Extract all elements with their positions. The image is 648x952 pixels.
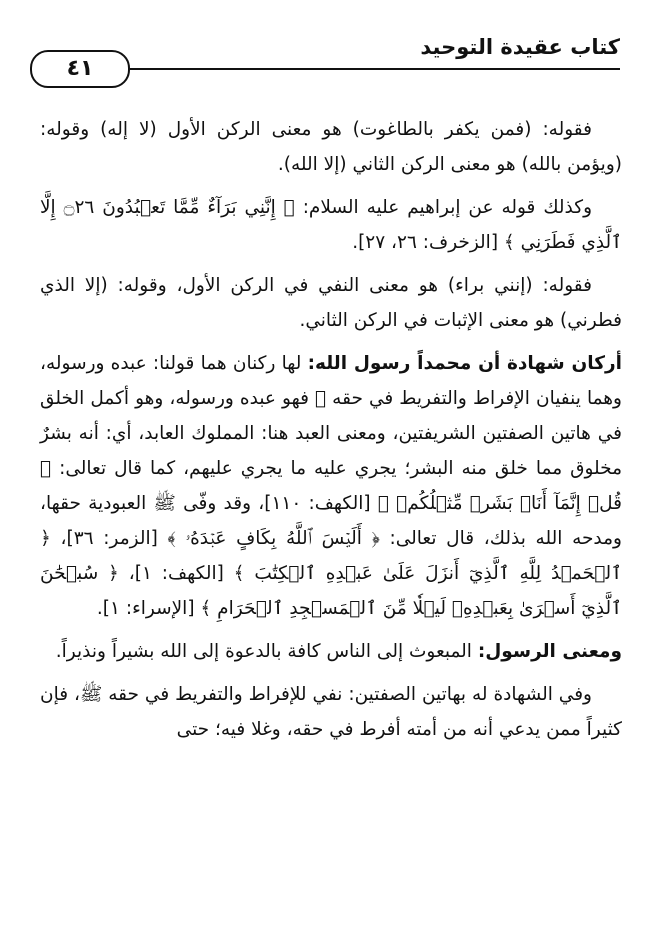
page-body <box>40 112 622 755</box>
paragraph-3: فقوله: (إنني براء) هو معنى النفي في الركن الأول، وقوله: (إلا الذي فطرني) هو معنى الإثبات في الركن الثاني. <box>40 275 622 331</box>
paragraph-4 <box>40 346 622 626</box>
paragraph-5-heading: ومعنى الرسول: <box>477 641 622 662</box>
page-header <box>30 30 620 86</box>
paragraph-4-heading: أركان شهادة أن محمداً رسول الله: <box>307 353 622 374</box>
paragraph-5 <box>40 634 622 669</box>
page-number: ٤١ <box>30 50 130 88</box>
paragraph-6: وفي الشهادة له بهاتين الصفتين: نفي للإفراط والتفريط في حقه ﷺ، فإن كثيراً ممن يدعي أنه من أمته أفرط في حقه، وغلا فيه؛ حتى <box>40 684 622 740</box>
paragraph-1: فقوله: (فمن يكفر بالطاغوت) هو معنى الركن الأول (لا إله) وقوله: (ويؤمن بالله) هو معنى الركن الثاني (إلا الله). <box>40 119 622 175</box>
paragraph-2: وكذلك قوله عن إبراهيم عليه السلام: ﴿ إِنَّنِي بَرَآءٌ مِّمَّا تَعۡبُدُونَ ۝٢٦ إِلَّا ٱلَّذِي فَطَرَنِي ﴾ [الزخرف: ٢٦، ٢٧]. <box>40 197 622 253</box>
book-title: كتاب عقيدة التوحيد <box>420 35 620 59</box>
header-rule <box>90 68 620 70</box>
paragraph-4-text: لها ركنان هما قولنا: عبده ورسوله، وهما ينفيان الإفراط والتفريط في حقه ﷺ فهو عبده ورسوله، وهو أكمل الخلق في هاتين الصفتين الشريفتين، ومعنى العبد هنا: المملوك العابد، أي: أنه بشرٌ مخلوق مما خلق منه البشر؛ يجري عليه ما يجري عليهم، كما قال تعالى: ﴿ قُلۡ إِنَّمَآ أَنَا۠ بَشَرٞ مِّثۡلُكُمۡ ﴾ [الكهف: ١١٠]، وقد وفّى ﷺ العبودية حقها، ومدحه الله بذلك، قال تعالى: ﴿ أَلَيۡسَ ٱللَّهُ بِكَافٍ عَبۡدَهُۥ ﴾ [الزمر: ٣٦]، ﴿ ٱلۡحَمۡدُ لِلَّهِ ٱلَّذِيٓ أَنزَلَ عَلَىٰ عَبۡدِهِ ٱلۡكِتَٰبَ ﴾ [الكهف: ١]، ﴿ سُبۡحَٰنَ ٱلَّذِيٓ أَسۡرَىٰ بِعَبۡدِهِۦ لَيۡلٗا مِّنَ ٱلۡمَسۡجِدِ ٱلۡحَرَامِ ﴾ [الإسراء: ١]. <box>40 353 623 619</box>
paragraph-5-text: المبعوث إلى الناس كافة بالدعوة إلى الله بشيراً ونذيراً. <box>55 641 478 662</box>
